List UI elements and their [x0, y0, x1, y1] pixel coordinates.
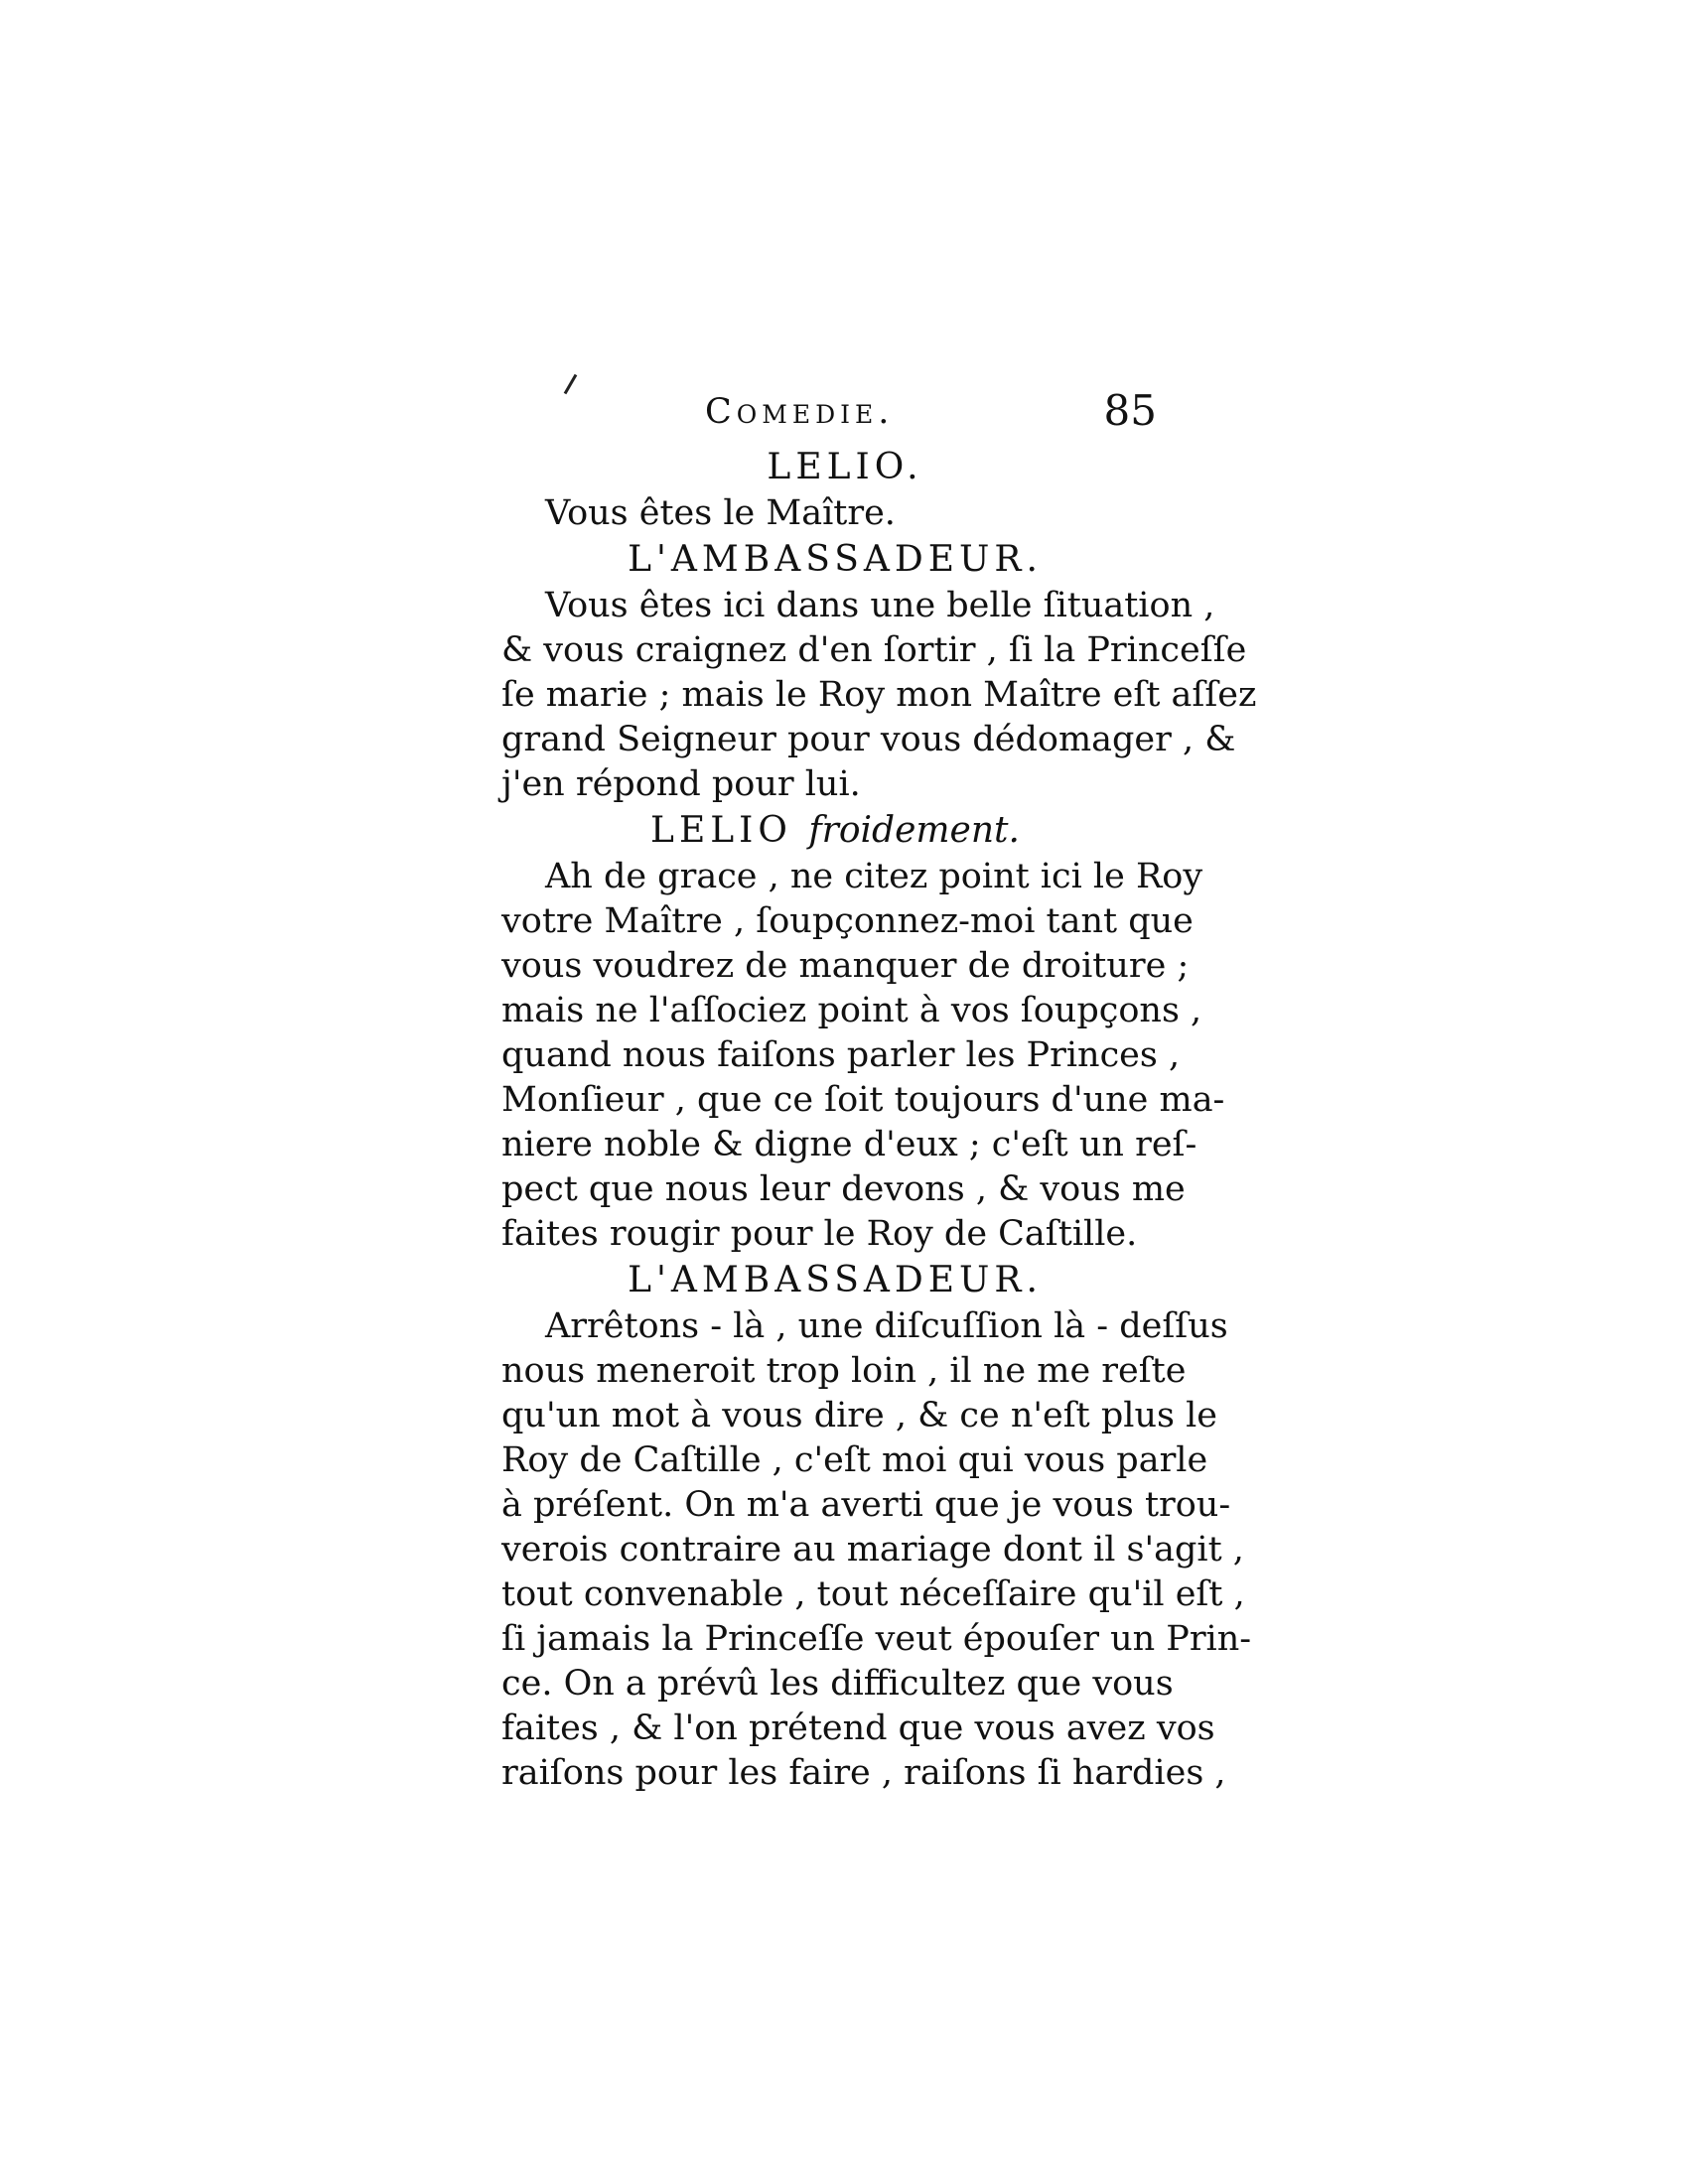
- dialogue-line: grand Seigneur pour vous dédomager , &: [501, 720, 1236, 759]
- dialogue-line: Arrêtons - là , une diſcuſſion là - deſſus: [545, 1306, 1228, 1346]
- dialogue-line: nous meneroit trop loin , il ne me reſte: [501, 1351, 1187, 1391]
- dialogue-line: Vous êtes le Maître.: [545, 493, 896, 533]
- dialogue-line: raiſons pour les faire , raiſons ſi hardies ,: [501, 1753, 1226, 1793]
- dialogue-line: ſi jamais la Princeſſe veut épouſer un Prin-: [501, 1619, 1252, 1659]
- speaker-name: L'AMBASSADEUR.: [628, 1260, 1043, 1300]
- dialogue-line: ſe marie ; mais le Roy mon Maître eſt aſſez: [501, 675, 1257, 715]
- speaker-heading: [501, 536, 1169, 584]
- speaker-name: LELIO: [650, 810, 792, 851]
- speaker-name: L'AMBASSADEUR.: [628, 539, 1043, 580]
- speaker-heading: [501, 1257, 1169, 1304]
- dialogue-line: Vous êtes ici dans une belle ſituation ,: [545, 586, 1215, 625]
- dialogue-line: verois contraire au mariage dont il s'agit ,: [501, 1530, 1244, 1570]
- dialogue-line: faites rougir pour le Roy de Caſtille.: [501, 1214, 1138, 1254]
- dialogue-line: qu'un mot à vous dire , & ce n'eſt plus le: [501, 1396, 1217, 1435]
- dialogue-line: Ah de grace , ne citez point ici le Roy: [545, 857, 1203, 896]
- dialogue-line: quand nous faiſons parler les Princes ,: [501, 1035, 1181, 1075]
- dialogue-line: Monſieur , que ce ſoit toujours d'une ma-: [501, 1080, 1225, 1120]
- dialogue-line: j'en répond pour lui.: [501, 764, 861, 804]
- page-number: 85: [1103, 386, 1157, 435]
- dialogue-line: vous voudrez de manquer de droiture ;: [501, 946, 1190, 986]
- dialogue-line: pect que nous leur devons , & vous me: [501, 1169, 1186, 1209]
- running-head: [501, 386, 1169, 442]
- dialogue-line: tout convenable , tout néceſſaire qu'il eſt ,: [501, 1574, 1245, 1614]
- running-title: Comedie.: [705, 392, 895, 432]
- speaker-heading: [501, 444, 1169, 491]
- dialogue-line: faites , & l'on prétend que vous avez vos: [501, 1708, 1215, 1748]
- dialogue-line: niere noble & digne d'eux ; c'eſt un reſ-: [501, 1125, 1197, 1164]
- speaker-heading: [501, 807, 1169, 855]
- dialogue-line: ce. On a prévû les difficultez que vous: [501, 1664, 1174, 1704]
- text-block: [501, 386, 1257, 1796]
- dialogue-line: Roy de Caſtille , c'eſt moi qui vous parle: [501, 1440, 1208, 1480]
- dialogue-line: à préſent. On m'a averti que je vous trou-: [501, 1485, 1231, 1525]
- speaker-name: LELIO.: [767, 447, 923, 487]
- stage-direction: froidement.: [808, 810, 1020, 851]
- dialogue-line: & vous craignez d'en ſortir , ſi la Princeſſe: [501, 630, 1247, 670]
- dialogue-line: mais ne l'aſſociez point à vos ſoupçons ,: [501, 991, 1202, 1030]
- dialogue-line: votre Maître , ſoupçonnez-moi tant que: [501, 901, 1194, 941]
